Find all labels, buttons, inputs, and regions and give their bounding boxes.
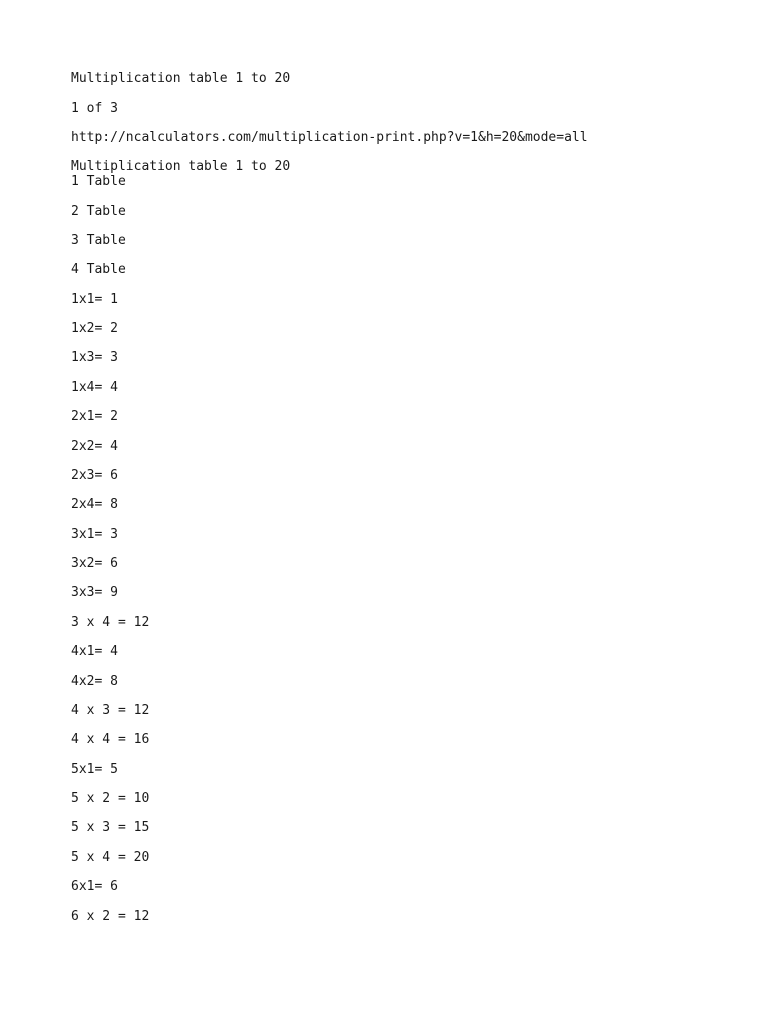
table-row: 2x1= 2 (71, 409, 118, 424)
table-row: 4x1= 4 (71, 644, 118, 659)
table-row: 4 x 3 = 12 (71, 703, 150, 718)
table-row: 6 x 2 = 12 (71, 909, 150, 924)
table-row: 3x2= 6 (71, 556, 118, 571)
table-row: 1x2= 2 (71, 321, 118, 336)
table-label-3: 3 Table (71, 233, 126, 248)
page-indicator: 1 of 3 (71, 101, 118, 116)
table-label-2: 2 Table (71, 204, 126, 219)
table-row: 5 x 3 = 15 (71, 820, 150, 835)
table-row: 5 x 2 = 10 (71, 791, 150, 806)
table-row: 2x3= 6 (71, 468, 118, 483)
table-row: 1x4= 4 (71, 380, 118, 395)
document-title: Multiplication table 1 to 20 (71, 71, 291, 86)
table-label-1: 1 Table (71, 174, 126, 189)
table-row: 1x1= 1 (71, 292, 118, 307)
table-row: 2x4= 8 (71, 497, 118, 512)
table-row: 2x2= 4 (71, 439, 118, 454)
table-row: 3x1= 3 (71, 527, 118, 542)
table-row: 1x3= 3 (71, 350, 118, 365)
table-label-4: 4 Table (71, 262, 126, 277)
table-row: 5 x 4 = 20 (71, 850, 150, 865)
table-row: 4 x 4 = 16 (71, 732, 150, 747)
table-row: 6x1= 6 (71, 879, 118, 894)
table-row: 5x1= 5 (71, 762, 118, 777)
content-heading: Multiplication table 1 to 20 (71, 159, 291, 174)
source-url: http://ncalculators.com/multiplication-print.php?v=1&h=20&mode=all (71, 130, 588, 145)
table-row: 4x2= 8 (71, 674, 118, 689)
table-row: 3 x 4 = 12 (71, 615, 150, 630)
table-row: 3x3= 9 (71, 585, 118, 600)
